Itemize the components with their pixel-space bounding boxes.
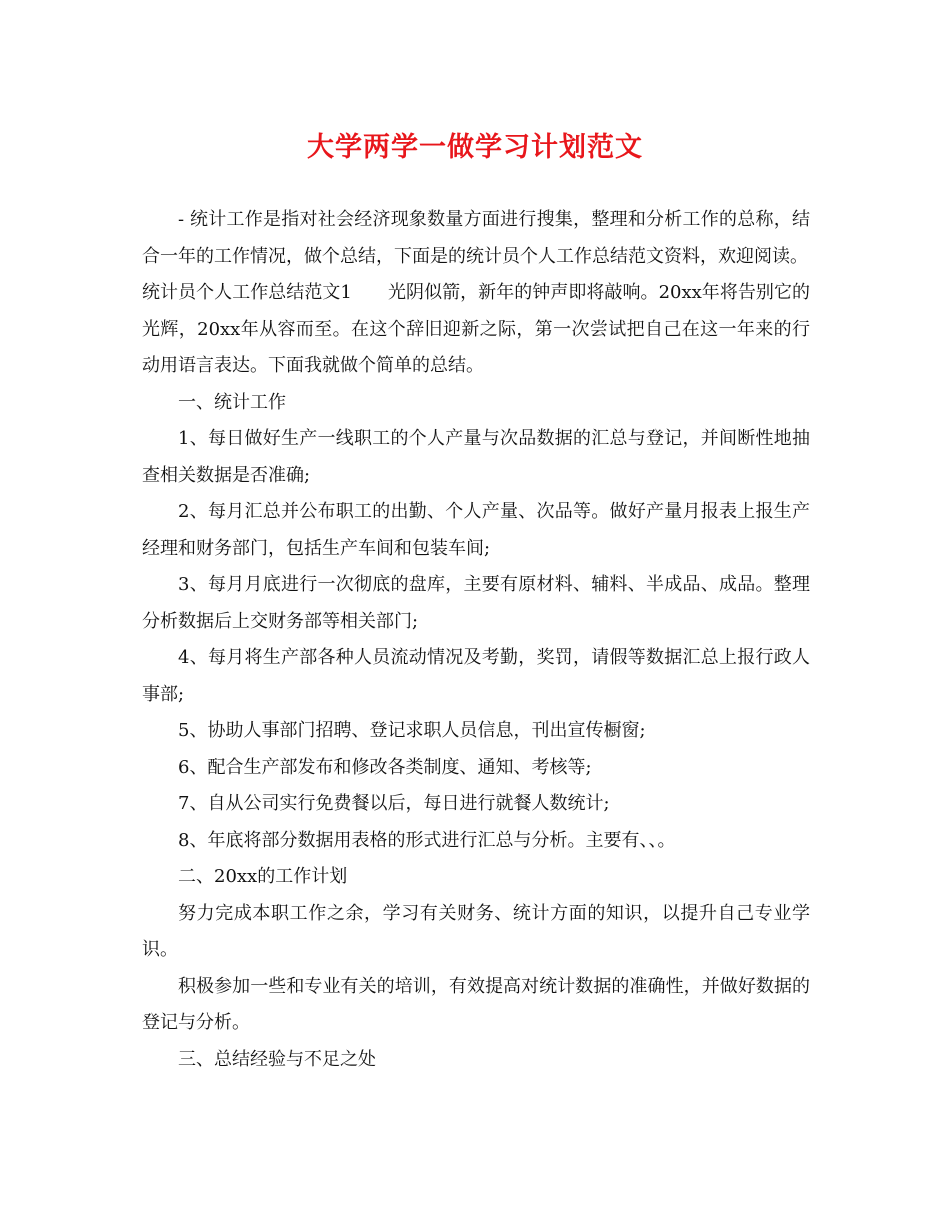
list-item-2: 2、每月汇总并公布职工的出勤、个人产量、次品等。做好产量月报表上报生产经理和财务部门，包括生产车间和包装车间; [142,501,810,559]
plan-paragraph-1: 努力完成本职工作之余，学习有关财务、统计方面的知识，以提升自己专业学识。 [142,902,810,960]
plan-paragraph-2: 积极参加一些和专业有关的培训，有效提高对统计数据的准确性，并做好数据的登记与分析。 [142,975,810,1033]
summary-opening-paragraph: 统计员个人工作总结范文1 光阴似箭，新年的钟声即将敲响。20xx年将告别它的光辉，20xx年从容而至。在这个辞旧迎新之际，第一次尝试把自己在这一年来的行动用语言表达。下面我就做个简单的总结。 [142,282,810,376]
list-item-1: 1、每日做好生产一线职工的个人产量与次品数据的汇总与登记，并间断性地抽查相关数据是否准确; [142,428,810,486]
section-heading-work-plan: 二、20xx的工作计划 [178,866,348,887]
list-item-8: 8、年底将部分数据用表格的形式进行汇总与分析。主要有、、。 [178,829,676,851]
document-body [142,202,810,1078]
list-item-3: 3、每月月底进行一次彻底的盘库，主要有原材料、辅料、半成品、成品。整理分析数据后上交财务部等相关部门; [142,574,810,632]
list-item-6: 6、配合生产部发布和修改各类制度、通知、考核等; [178,756,592,778]
list-item-4: 4、每月将生产部各种人员流动情况及考勤，奖罚，请假等数据汇总上报行政人事部; [142,647,810,705]
document-title: 大学两学一做学习计划范文 [307,132,643,163]
list-item-5: 5、协助人事部门招聘、登记求职人员信息，刊出宣传橱窗; [178,720,646,741]
section-heading-statistics: 一、统计工作 [178,391,286,413]
list-item-7: 7、自从公司实行免费餐以后，每日进行就餐人数统计; [178,793,610,814]
section-heading-experience: 三、总结经验与不足之处 [178,1048,376,1070]
intro-paragraph: - 统计工作是指对社会经济现象数量方面进行搜集，整理和分析工作的总称，结合一年的工作情况，做个总结，下面是的统计员个人工作总结范文资料，欢迎阅读。 [142,209,810,267]
